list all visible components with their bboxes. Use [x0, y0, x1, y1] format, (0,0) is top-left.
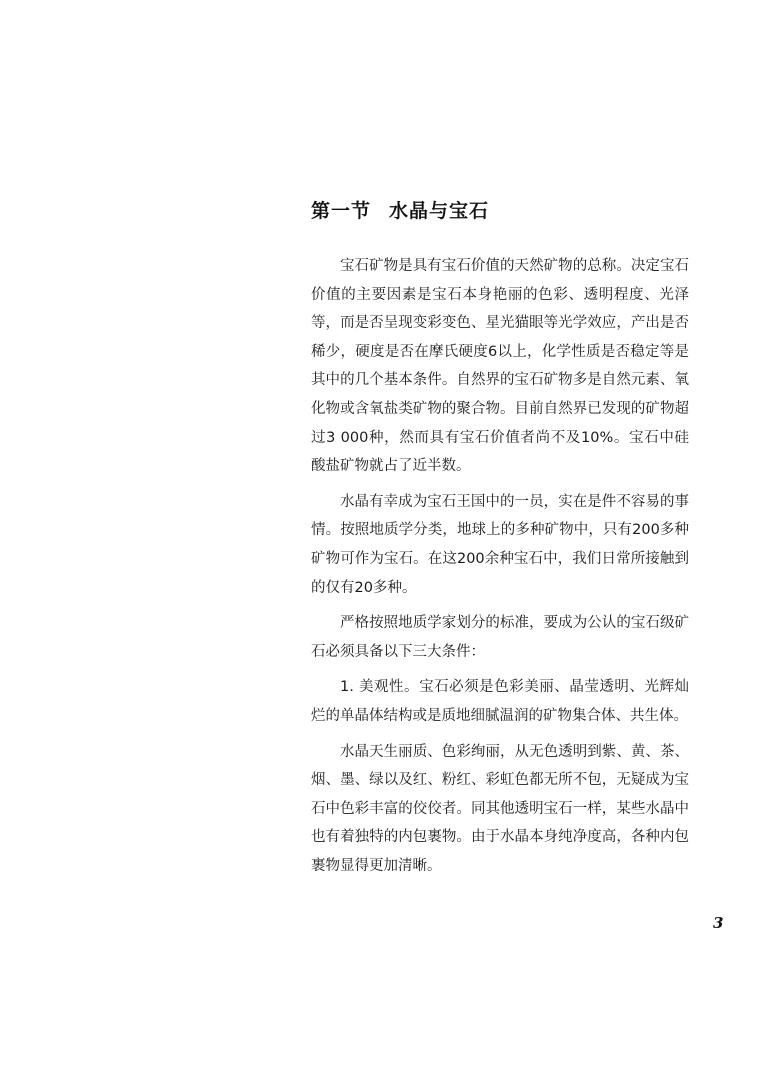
paragraph-crystal-status: 水晶有幸成为宝石王国中的一员，实在是件不容易的事情。按照地质学分类，地球上的多种矿物中，只有200多种矿物可作为宝石。在这200余种宝石中，我们日常所接触到的仅有20多种。: [311, 493, 689, 596]
paragraph-criteria-intro: 严格按照地质学家划分的标准，要成为公认的宝石级矿石必须具备以下三大条件：: [311, 615, 689, 660]
section-number: 第一节: [311, 200, 372, 222]
page-number: 3: [713, 914, 724, 932]
body-text: [311, 252, 689, 887]
paragraph-gem-minerals: 宝石矿物是具有宝石价值的天然矿物的总称。决定宝石价值的主要因素是宝石本身艳丽的色彩、透明程度、光泽等，而是否呈现变彩变色、星光猫眼等光学效应，产出是否稀少，硬度是否在摩氏硬度6以上，化学性质是否稳定等是其中的几个基本条件。自然界的宝石矿物多是自然元素、氧化物或含氧盐类矿物的聚合物。目前自然界已发现的矿物超过3 000种，然而具有宝石价值者尚不及10%。宝石中硅酸盐矿物就占了近半数。: [311, 258, 689, 475]
paragraph-crystal-colors: 水晶天生丽质、色彩绚丽，从无色透明到紫、黄、茶、烟、墨、绿以及红、粉红、彩虹色都无所不包，无疑成为宝石中色彩丰富的佼佼者。同其他透明宝石一样，某些水晶中也有着独特的内包裹物。由于水晶本身纯净度高，各种内包裹物显得更加清晰。: [311, 743, 689, 874]
section-title: 水晶与宝石: [389, 200, 490, 222]
paragraph-criterion-beauty: 1. 美观性。宝石必须是色彩美丽、晶莹透明、光辉灿烂的单晶体结构或是质地细腻温润的矿物集合体、共生体。: [311, 679, 689, 724]
section-heading: [311, 196, 489, 223]
